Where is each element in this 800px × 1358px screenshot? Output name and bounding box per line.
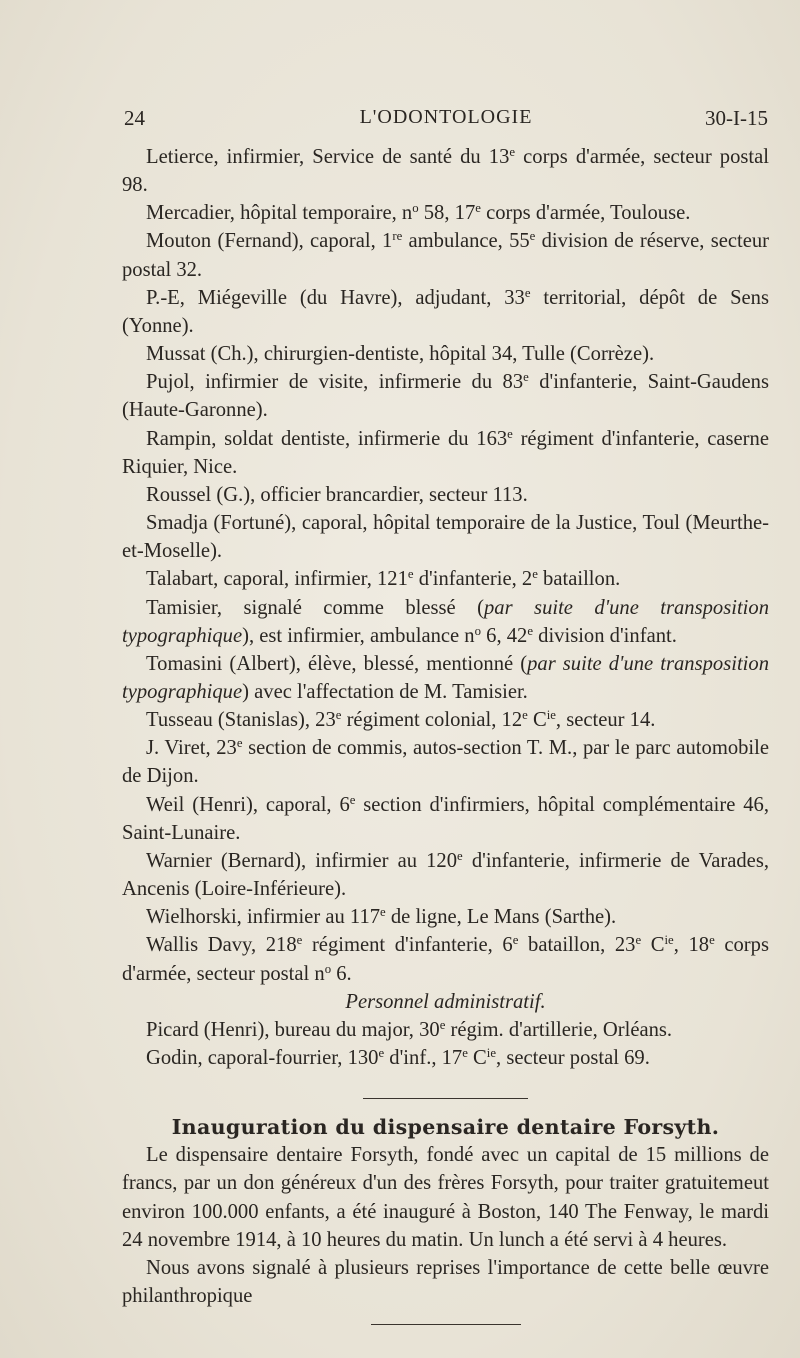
text-run: régiment colonial, 12 <box>341 709 523 732</box>
superscript: e <box>529 229 536 244</box>
list-item <box>122 509 769 565</box>
text-run: , 18 <box>673 934 710 957</box>
text-run: Letierce, infirmier, Service de santé du 13 <box>146 146 510 168</box>
text-run: Weil (Henri), caporal, 6 <box>146 793 350 816</box>
text-run: J. Viret, 23 <box>146 737 237 760</box>
superscript: e <box>378 1045 385 1060</box>
section-divider <box>363 1098 528 1099</box>
text-run: 6, 42 <box>481 624 528 647</box>
list-item <box>122 227 769 283</box>
superscript: e <box>635 933 642 948</box>
list-item <box>122 706 769 734</box>
superscript: e <box>523 370 529 385</box>
text-run: Godin, caporal-fourrier, 130 <box>146 1047 379 1069</box>
superscript: e <box>407 567 414 582</box>
superscript: e <box>349 792 356 807</box>
superscript: ie <box>664 933 674 948</box>
text-run: Picard (Henri), bureau du major, 30 <box>146 1018 440 1041</box>
text-run: d'infanterie, Saint-Gaudens (Haute-Garonne). <box>122 371 769 422</box>
text-run: régim. d'artillerie, Orléans. <box>445 1018 673 1041</box>
text-run: ), est infirmier, ambulance n <box>242 624 475 647</box>
italic-text: par suite d'une transposition typographique <box>122 652 769 703</box>
text-run: Rampin, soldat dentiste, infirmerie du 163 <box>146 427 508 450</box>
text-run: C <box>527 709 547 732</box>
italic-text: par suite d'une transposition typographique <box>122 596 769 647</box>
text-run: , secteur postal 69. <box>496 1047 650 1069</box>
personnel-list <box>122 143 769 988</box>
subheading-personnel-administratif: Personnel administratif. <box>345 990 546 1013</box>
list-item <box>122 903 769 931</box>
page-body <box>122 143 769 1325</box>
text-run: ambulance, 55 <box>402 230 530 253</box>
superscript: ie <box>546 708 556 723</box>
text-run: d'infanterie, 2 <box>413 568 533 591</box>
list-item <box>122 481 769 509</box>
text-run: C <box>467 1047 487 1069</box>
superscript: e <box>512 933 519 948</box>
text-run: , secteur 14. <box>555 709 656 732</box>
superscript: e <box>380 905 386 920</box>
text-run: Mercadier, hôpital temporaire, n <box>146 202 413 225</box>
list-item <box>122 650 769 706</box>
list-item <box>122 425 769 481</box>
text-run: 6. <box>331 962 352 985</box>
text-run: Roussel (G.), officier brancardier, secteur 113. <box>146 483 528 506</box>
article-title: Inauguration du dispensaire dentaire Forsyth. <box>171 1115 720 1140</box>
list-item <box>122 565 769 593</box>
text-run: P.-E, Miégeville (du Havre), adjudant, 33 <box>146 286 525 309</box>
list-item <box>122 284 769 340</box>
superscript: e <box>709 933 715 948</box>
list-item <box>122 734 769 790</box>
superscript: e <box>532 567 538 582</box>
text-run: Mouton (Fernand), caporal, 1 <box>146 230 393 253</box>
list-item <box>122 143 769 199</box>
text-run: division de réserve, secteur postal 32. <box>122 230 770 281</box>
superscript: e <box>439 1017 446 1032</box>
text-run: Smadja (Fortuné), caporal, hôpital temporaire de la Justice, Toul (Meurthe-et-Moselle). <box>122 512 769 563</box>
list-item <box>122 594 769 650</box>
superscript: o <box>324 961 332 976</box>
journal-title: L'ODONTOLOGIE <box>359 106 533 128</box>
text-run: Pujol, infirmier de visite, infirmerie du 83 <box>146 371 524 394</box>
text-run: 58, 17 <box>418 202 476 225</box>
article-paragraph: Nous avons signalé à plusieurs reprises l'importance de cette belle œuvre philanthropique <box>122 1256 769 1308</box>
list-item <box>122 791 769 847</box>
text-run: Tomasini (Albert), élève, blessé, mentionné ( <box>146 652 528 675</box>
text-run: corps d'armée, secteur postal 98. <box>122 146 769 197</box>
superscript: e <box>527 623 534 638</box>
list-item <box>122 931 769 987</box>
superscript: e <box>522 708 528 723</box>
text-run: section d'infirmiers, hôpital complémentaire 46, Saint-Lunaire. <box>122 793 769 844</box>
text-run: régiment d'infanterie, 6 <box>302 934 513 957</box>
page-number: 24 <box>124 106 145 130</box>
text-run: Talabart, caporal, infirmier, 121 <box>146 568 408 591</box>
text-run: Tamisier, signalé comme blessé ( <box>146 596 484 619</box>
text-run: Warnier (Bernard), infirmier au 120 <box>146 849 458 872</box>
text-run: territorial, dépôt de Sens (Yonne). <box>122 286 769 337</box>
superscript: e <box>507 426 513 441</box>
text-run: bataillon, 23 <box>518 934 636 957</box>
list-item <box>122 1044 769 1072</box>
superscript: e <box>475 201 481 216</box>
text-run: Wallis Davy, 218 <box>146 934 297 957</box>
text-run: d'inf., 17 <box>384 1047 463 1069</box>
text-run: division d'infant. <box>533 624 677 647</box>
running-head <box>124 106 768 136</box>
issue-date: 30-I-15 <box>705 106 768 130</box>
superscript: e <box>524 285 531 300</box>
superscript: e <box>457 848 463 863</box>
superscript: e <box>296 933 303 948</box>
text-run: corps d'armée, secteur postal n <box>122 934 769 985</box>
superscript: e <box>335 708 342 723</box>
superscript: ie <box>486 1045 497 1060</box>
superscript: e <box>509 144 516 159</box>
list-item <box>122 368 769 424</box>
text-run: régiment d'infanterie, caserne Riquier, Nice. <box>122 427 769 478</box>
text-run: ) avec l'affectation de M. Tamisier. <box>242 680 528 703</box>
text-run: corps d'armée, Toulouse. <box>480 202 691 225</box>
list-item <box>122 199 769 227</box>
superscript: o <box>412 201 419 216</box>
list-item <box>122 1016 769 1044</box>
end-divider <box>371 1324 521 1325</box>
text-run: Mussat (Ch.), chirurgien-dentiste, hôpital 34, Tulle (Corrèze). <box>146 343 655 366</box>
text-run: section de commis, autos-section T. M., par le parc automobile de Dijon. <box>122 737 770 788</box>
superscript: e <box>462 1045 468 1060</box>
list-item <box>122 847 769 903</box>
text-run: d'infanterie, infirmerie de Varades, Ancenis (Loire-Inférieure). <box>122 849 769 901</box>
admin-personnel-list <box>122 1016 769 1072</box>
text-run: Wielhorski, infirmier au 117 <box>146 906 381 929</box>
article-paragraph: Le dispensaire dentaire Forsyth, fondé avec un capital de 15 millions de francs, par un don généreux d'un des frères Forsyth, pour traiter gratuitemeut environ 100.000 enfants, a été inauguré à Boston, 140 The Fenway, le mardi 24 novembre 1914, à 10 heures du matin. Un lunch a été servi à 4 heures. <box>122 1144 769 1251</box>
superscript: e <box>236 736 243 751</box>
superscript: o <box>474 623 481 638</box>
list-item <box>122 340 769 368</box>
superscript: re <box>392 229 403 244</box>
text-run: de ligne, Le Mans (Sarthe). <box>385 906 617 929</box>
text-run: Tusseau (Stanislas), 23 <box>146 709 336 732</box>
text-run: C <box>641 934 665 957</box>
text-run: bataillon. <box>537 568 621 591</box>
